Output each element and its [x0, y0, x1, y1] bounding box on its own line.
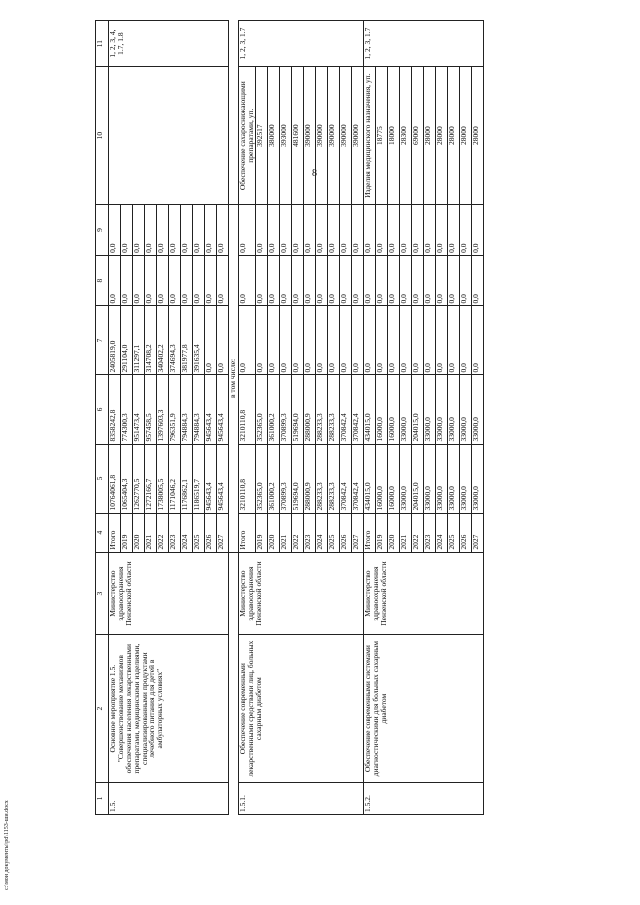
data-cell: 0,0 [387, 205, 399, 256]
data-cell: 434015,0 [363, 375, 375, 444]
data-cell: 0,0 [267, 205, 279, 256]
footer-path: c:\мои документы\pd\1153-ши.docx [4, 800, 10, 890]
data-cell: 2027 [351, 513, 363, 552]
data-cell: 0,0 [145, 255, 157, 306]
data-cell: 0,0 [205, 205, 217, 256]
data-cell: 33000,0 [459, 444, 471, 513]
indicator-value: 28000 [435, 67, 447, 205]
data-cell: 0,0 [121, 255, 133, 306]
data-cell: 0,0 [315, 306, 327, 375]
data-cell: Итого [363, 513, 375, 552]
data-cell: 1171046,2 [169, 444, 181, 513]
header-cell: 9 [96, 205, 109, 256]
data-cell: 2019 [255, 513, 267, 552]
data-cell: 370842,4 [351, 444, 363, 513]
data-cell: 3210110,8 [239, 444, 256, 513]
data-cell: 0,0 [291, 255, 303, 306]
data-cell: 0,0 [399, 306, 411, 375]
indicator-value: 69000 [411, 67, 423, 205]
data-cell: 0,0 [339, 255, 351, 306]
data-cell: 0,0 [315, 205, 327, 256]
data-cell: 2021 [145, 513, 157, 552]
data-cell: 0,0 [181, 255, 193, 306]
data-cell: 381977,8 [181, 306, 193, 375]
data-cell: 1186519,7 [193, 444, 205, 513]
indicator-value: 28000 [423, 67, 435, 205]
data-cell: Итого [239, 513, 256, 552]
data-cell: 2020 [267, 513, 279, 552]
header-cell: 8 [96, 255, 109, 306]
data-cell: 311297,1 [133, 306, 145, 375]
data-cell: 33000,0 [399, 444, 411, 513]
data-cell: 1397603,3 [157, 375, 169, 444]
data-cell: 370899,3 [279, 375, 291, 444]
data-cell: 0,0 [411, 205, 423, 256]
data-cell: 0,0 [459, 255, 471, 306]
data-cell: 0,0 [279, 205, 291, 256]
data-cell: 391635,4 [193, 306, 205, 375]
data-cell: 0,0 [435, 255, 447, 306]
data-cell: 33000,0 [423, 444, 435, 513]
data-cell: 370899,3 [279, 444, 291, 513]
table-row [239, 21, 256, 815]
data-cell: 0,0 [217, 255, 229, 306]
data-cell: 314708,2 [145, 306, 157, 375]
data-cell: 16000,0 [387, 444, 399, 513]
indicator-value: 28000 [447, 67, 459, 205]
data-cell: 2020 [387, 513, 399, 552]
spacer-cell [229, 552, 239, 814]
data-cell: 33000,0 [423, 375, 435, 444]
data-cell: 957458,5 [145, 375, 157, 444]
row-number: 1.5.1. [239, 782, 364, 814]
data-cell: 0,0 [205, 255, 217, 306]
data-cell: 0,0 [411, 306, 423, 375]
data-cell: 288233,3 [315, 444, 327, 513]
indicator-value: 28000 [459, 67, 471, 205]
data-cell: 33000,0 [471, 375, 483, 444]
data-cell: 0,0 [471, 306, 483, 375]
data-cell: 2024 [315, 513, 327, 552]
row-number: 1.5.2. [363, 782, 483, 814]
data-cell: 2026 [339, 513, 351, 552]
data-cell: 0,0 [169, 205, 181, 256]
data-cell: 361000,2 [267, 444, 279, 513]
data-cell: 0,0 [303, 205, 315, 256]
data-cell: 2026 [459, 513, 471, 552]
data-cell: 33000,0 [471, 444, 483, 513]
data-cell: 774300,3 [121, 375, 133, 444]
data-cell: 16000,0 [375, 375, 387, 444]
indicator: Обеспечение сахароснижающими препаратами, уп. [239, 67, 256, 205]
data-cell: 2022 [291, 513, 303, 552]
data-cell: 3210110,8 [239, 375, 256, 444]
data-cell: 0,0 [351, 306, 363, 375]
data-cell: 33000,0 [435, 444, 447, 513]
data-cell: 2025 [327, 513, 339, 552]
data-cell: 2024 [181, 513, 193, 552]
data-cell: 2021 [279, 513, 291, 552]
data-cell: 0,0 [239, 255, 256, 306]
indicator-value: 390000 [351, 67, 363, 205]
data-cell: 2019 [121, 513, 133, 552]
data-cell: 0,0 [339, 306, 351, 375]
data-cell: 2027 [471, 513, 483, 552]
data-cell: 2023 [423, 513, 435, 552]
indicator-value: 393000 [279, 67, 291, 205]
data-cell: 0,0 [447, 255, 459, 306]
data-cell: 288233,3 [327, 444, 339, 513]
data-cell: 352365,0 [255, 444, 267, 513]
in-total-row [229, 21, 239, 815]
data-cell: 33000,0 [459, 375, 471, 444]
data-cell: 945643,4 [205, 444, 217, 513]
data-cell: 2405819,0 [109, 306, 121, 375]
table-wrapper [95, 20, 590, 815]
data-cell: 33000,0 [447, 444, 459, 513]
data-cell: 0,0 [387, 306, 399, 375]
header-cell: 10 [96, 67, 109, 205]
data-cell: 1176862,1 [181, 444, 193, 513]
indicator-value: 481600 [291, 67, 303, 205]
activity-name: Обеспечение современными лекарственными средствами лиц, больных сахарным диабетом [239, 635, 364, 782]
data-cell: 1738005,5 [157, 444, 169, 513]
data-cell: 0,0 [459, 205, 471, 256]
rotated-table-area [95, 20, 590, 815]
data-cell: 0,0 [255, 306, 267, 375]
data-cell: 0,0 [291, 205, 303, 256]
page-number: 8 [312, 168, 317, 179]
header-row [96, 21, 109, 815]
data-cell: 370842,4 [339, 444, 351, 513]
data-cell: 0,0 [375, 205, 387, 256]
data-cell: 0,0 [327, 306, 339, 375]
data-cell: 0,0 [157, 205, 169, 256]
data-cell: 0,0 [363, 255, 375, 306]
data-cell: 945643,4 [205, 375, 217, 444]
header-cell: 7 [96, 306, 109, 375]
data-cell: 374694,3 [169, 306, 181, 375]
data-cell: 0,0 [145, 205, 157, 256]
data-cell: 8358242,8 [109, 375, 121, 444]
data-cell: 0,0 [375, 306, 387, 375]
data-cell: 0,0 [303, 255, 315, 306]
data-cell: 288000,9 [303, 444, 315, 513]
indicator [109, 67, 229, 205]
data-cell: 0,0 [351, 255, 363, 306]
in-total-label: в том числе: [229, 205, 239, 552]
data-cell: 0,0 [279, 306, 291, 375]
data-cell: 0,0 [217, 306, 229, 375]
data-cell: 288000,9 [303, 375, 315, 444]
data-cell: 0,0 [351, 205, 363, 256]
data-cell: 0,0 [239, 306, 256, 375]
header-cell: 5 [96, 444, 109, 513]
indicator-value: 390000 [303, 67, 315, 205]
data-cell: 0,0 [279, 255, 291, 306]
header-cell: 4 [96, 513, 109, 552]
header-cell: 1 [96, 782, 109, 814]
data-cell: 291104,0 [121, 306, 133, 375]
indicator-value: 18775 [375, 67, 387, 205]
header-cell: 2 [96, 635, 109, 782]
data-cell: 794884,3 [181, 375, 193, 444]
data-cell: 2026 [205, 513, 217, 552]
data-cell: 352365,0 [255, 375, 267, 444]
data-cell: 519694,0 [291, 375, 303, 444]
table-row [109, 21, 121, 815]
data-cell: 0,0 [217, 205, 229, 256]
data-cell: 796351,9 [169, 375, 181, 444]
data-cell: 945643,4 [217, 375, 229, 444]
data-cell: 1065404,3 [121, 444, 133, 513]
data-cell: 0,0 [255, 205, 267, 256]
data-cell: 0,0 [411, 255, 423, 306]
data-cell: 340402,2 [157, 306, 169, 375]
data-cell: 2025 [193, 513, 205, 552]
data-cell: 945643,4 [217, 444, 229, 513]
data-cell: 0,0 [459, 306, 471, 375]
indicator-value: 390000 [339, 67, 351, 205]
program-table [95, 20, 484, 815]
data-cell: 0,0 [255, 255, 267, 306]
data-cell: 370842,4 [339, 375, 351, 444]
executor: Министерство здравоохранения Пензенской области [239, 552, 364, 635]
data-cell: 0,0 [399, 205, 411, 256]
data-cell: 1262770,5 [133, 444, 145, 513]
data-cell: 0,0 [133, 255, 145, 306]
data-cell: 0,0 [121, 205, 133, 256]
data-cell: 0,0 [193, 205, 205, 256]
data-cell: 0,0 [327, 255, 339, 306]
indicator-value: 380000 [267, 67, 279, 205]
data-cell: 794884,3 [193, 375, 205, 444]
data-cell: 0,0 [315, 255, 327, 306]
data-cell: 0,0 [205, 306, 217, 375]
data-cell: 951473,4 [133, 375, 145, 444]
table-row [363, 21, 375, 815]
data-cell: 0,0 [327, 205, 339, 256]
spacer-cell [229, 21, 239, 205]
data-cell: 0,0 [387, 255, 399, 306]
data-cell: 2019 [375, 513, 387, 552]
data-cell: 0,0 [471, 255, 483, 306]
data-cell: 0,0 [423, 306, 435, 375]
data-cell: 0,0 [435, 306, 447, 375]
data-cell: 0,0 [133, 205, 145, 256]
data-cell: 0,0 [291, 306, 303, 375]
data-cell: 2024 [435, 513, 447, 552]
target-indicators: 1, 2, 3, 1.7 [363, 21, 483, 67]
data-cell: 204015,0 [411, 444, 423, 513]
data-cell: 33000,0 [447, 375, 459, 444]
target-indicators: 1, 2, 3, 1.7 [239, 21, 364, 67]
table-body [109, 21, 484, 815]
data-cell: 33000,0 [399, 375, 411, 444]
data-cell: 16000,0 [387, 375, 399, 444]
data-cell: 16000,0 [375, 444, 387, 513]
data-cell: Итого [109, 513, 121, 552]
header-cell: 11 [96, 21, 109, 67]
executor: Министерство здравоохранения Пензенской области [363, 552, 483, 635]
data-cell: 2022 [411, 513, 423, 552]
data-cell: 0,0 [423, 255, 435, 306]
data-cell: 0,0 [303, 306, 315, 375]
data-cell: 2023 [169, 513, 181, 552]
data-cell: 2023 [303, 513, 315, 552]
data-cell: 0,0 [181, 205, 193, 256]
data-cell: 2021 [399, 513, 411, 552]
data-cell: 0,0 [267, 255, 279, 306]
data-cell: 0,0 [193, 255, 205, 306]
indicator-value: 18000 [387, 67, 399, 205]
data-cell: 519694,0 [291, 444, 303, 513]
indicator-value: 28000 [471, 67, 483, 205]
data-cell: 288233,3 [327, 375, 339, 444]
indicator-value: 390000 [315, 67, 327, 205]
data-cell: 0,0 [375, 255, 387, 306]
data-cell: 0,0 [109, 255, 121, 306]
indicator: Изделия медицинского назначения, уп. [363, 67, 375, 205]
data-cell: 434015,0 [363, 444, 375, 513]
data-cell: 0,0 [471, 205, 483, 256]
data-cell: 204015,0 [411, 375, 423, 444]
data-cell: 33000,0 [435, 375, 447, 444]
data-cell: 2027 [217, 513, 229, 552]
data-cell: 0,0 [363, 306, 375, 375]
indicator-value: 28300 [399, 67, 411, 205]
data-cell: 0,0 [447, 205, 459, 256]
data-cell: 0,0 [267, 306, 279, 375]
data-cell: 0,0 [169, 255, 181, 306]
data-cell: 1272166,7 [145, 444, 157, 513]
activity-name: Основное мероприятие 1.5. "Совершенствование механизмов обеспечения населения лекарственными препаратами, медицинскими изделиями, специализированными продуктами лечебного питания для детей в амбулаторных условиях" [109, 635, 229, 782]
row-number: 1.5. [109, 782, 229, 814]
header-cell: 6 [96, 375, 109, 444]
data-cell: 2020 [133, 513, 145, 552]
data-cell: 370842,4 [351, 375, 363, 444]
data-cell: 10764061,8 [109, 444, 121, 513]
indicator-value: 392517 [255, 67, 267, 205]
data-cell: 2025 [447, 513, 459, 552]
data-cell: 0,0 [157, 255, 169, 306]
data-cell: 0,0 [447, 306, 459, 375]
indicator-value: 390000 [327, 67, 339, 205]
header-cell: 3 [96, 552, 109, 635]
data-cell: 0,0 [109, 205, 121, 256]
activity-name: Обеспечение современными системами диагностическими для больных сахарным диабетом [363, 635, 483, 782]
data-cell: 0,0 [423, 205, 435, 256]
data-cell: 0,0 [399, 255, 411, 306]
data-cell: 2022 [157, 513, 169, 552]
data-cell: 361000,2 [267, 375, 279, 444]
data-cell: 0,0 [363, 205, 375, 256]
data-cell: 288233,3 [315, 375, 327, 444]
data-cell: 0,0 [339, 205, 351, 256]
target-indicators: 1, 2, 3, 4, 1.7, 1.8 [109, 21, 229, 67]
executor: Министерство здравоохранения Пензенской области [109, 552, 229, 635]
data-cell: 0,0 [239, 205, 256, 256]
data-cell: 0,0 [435, 205, 447, 256]
